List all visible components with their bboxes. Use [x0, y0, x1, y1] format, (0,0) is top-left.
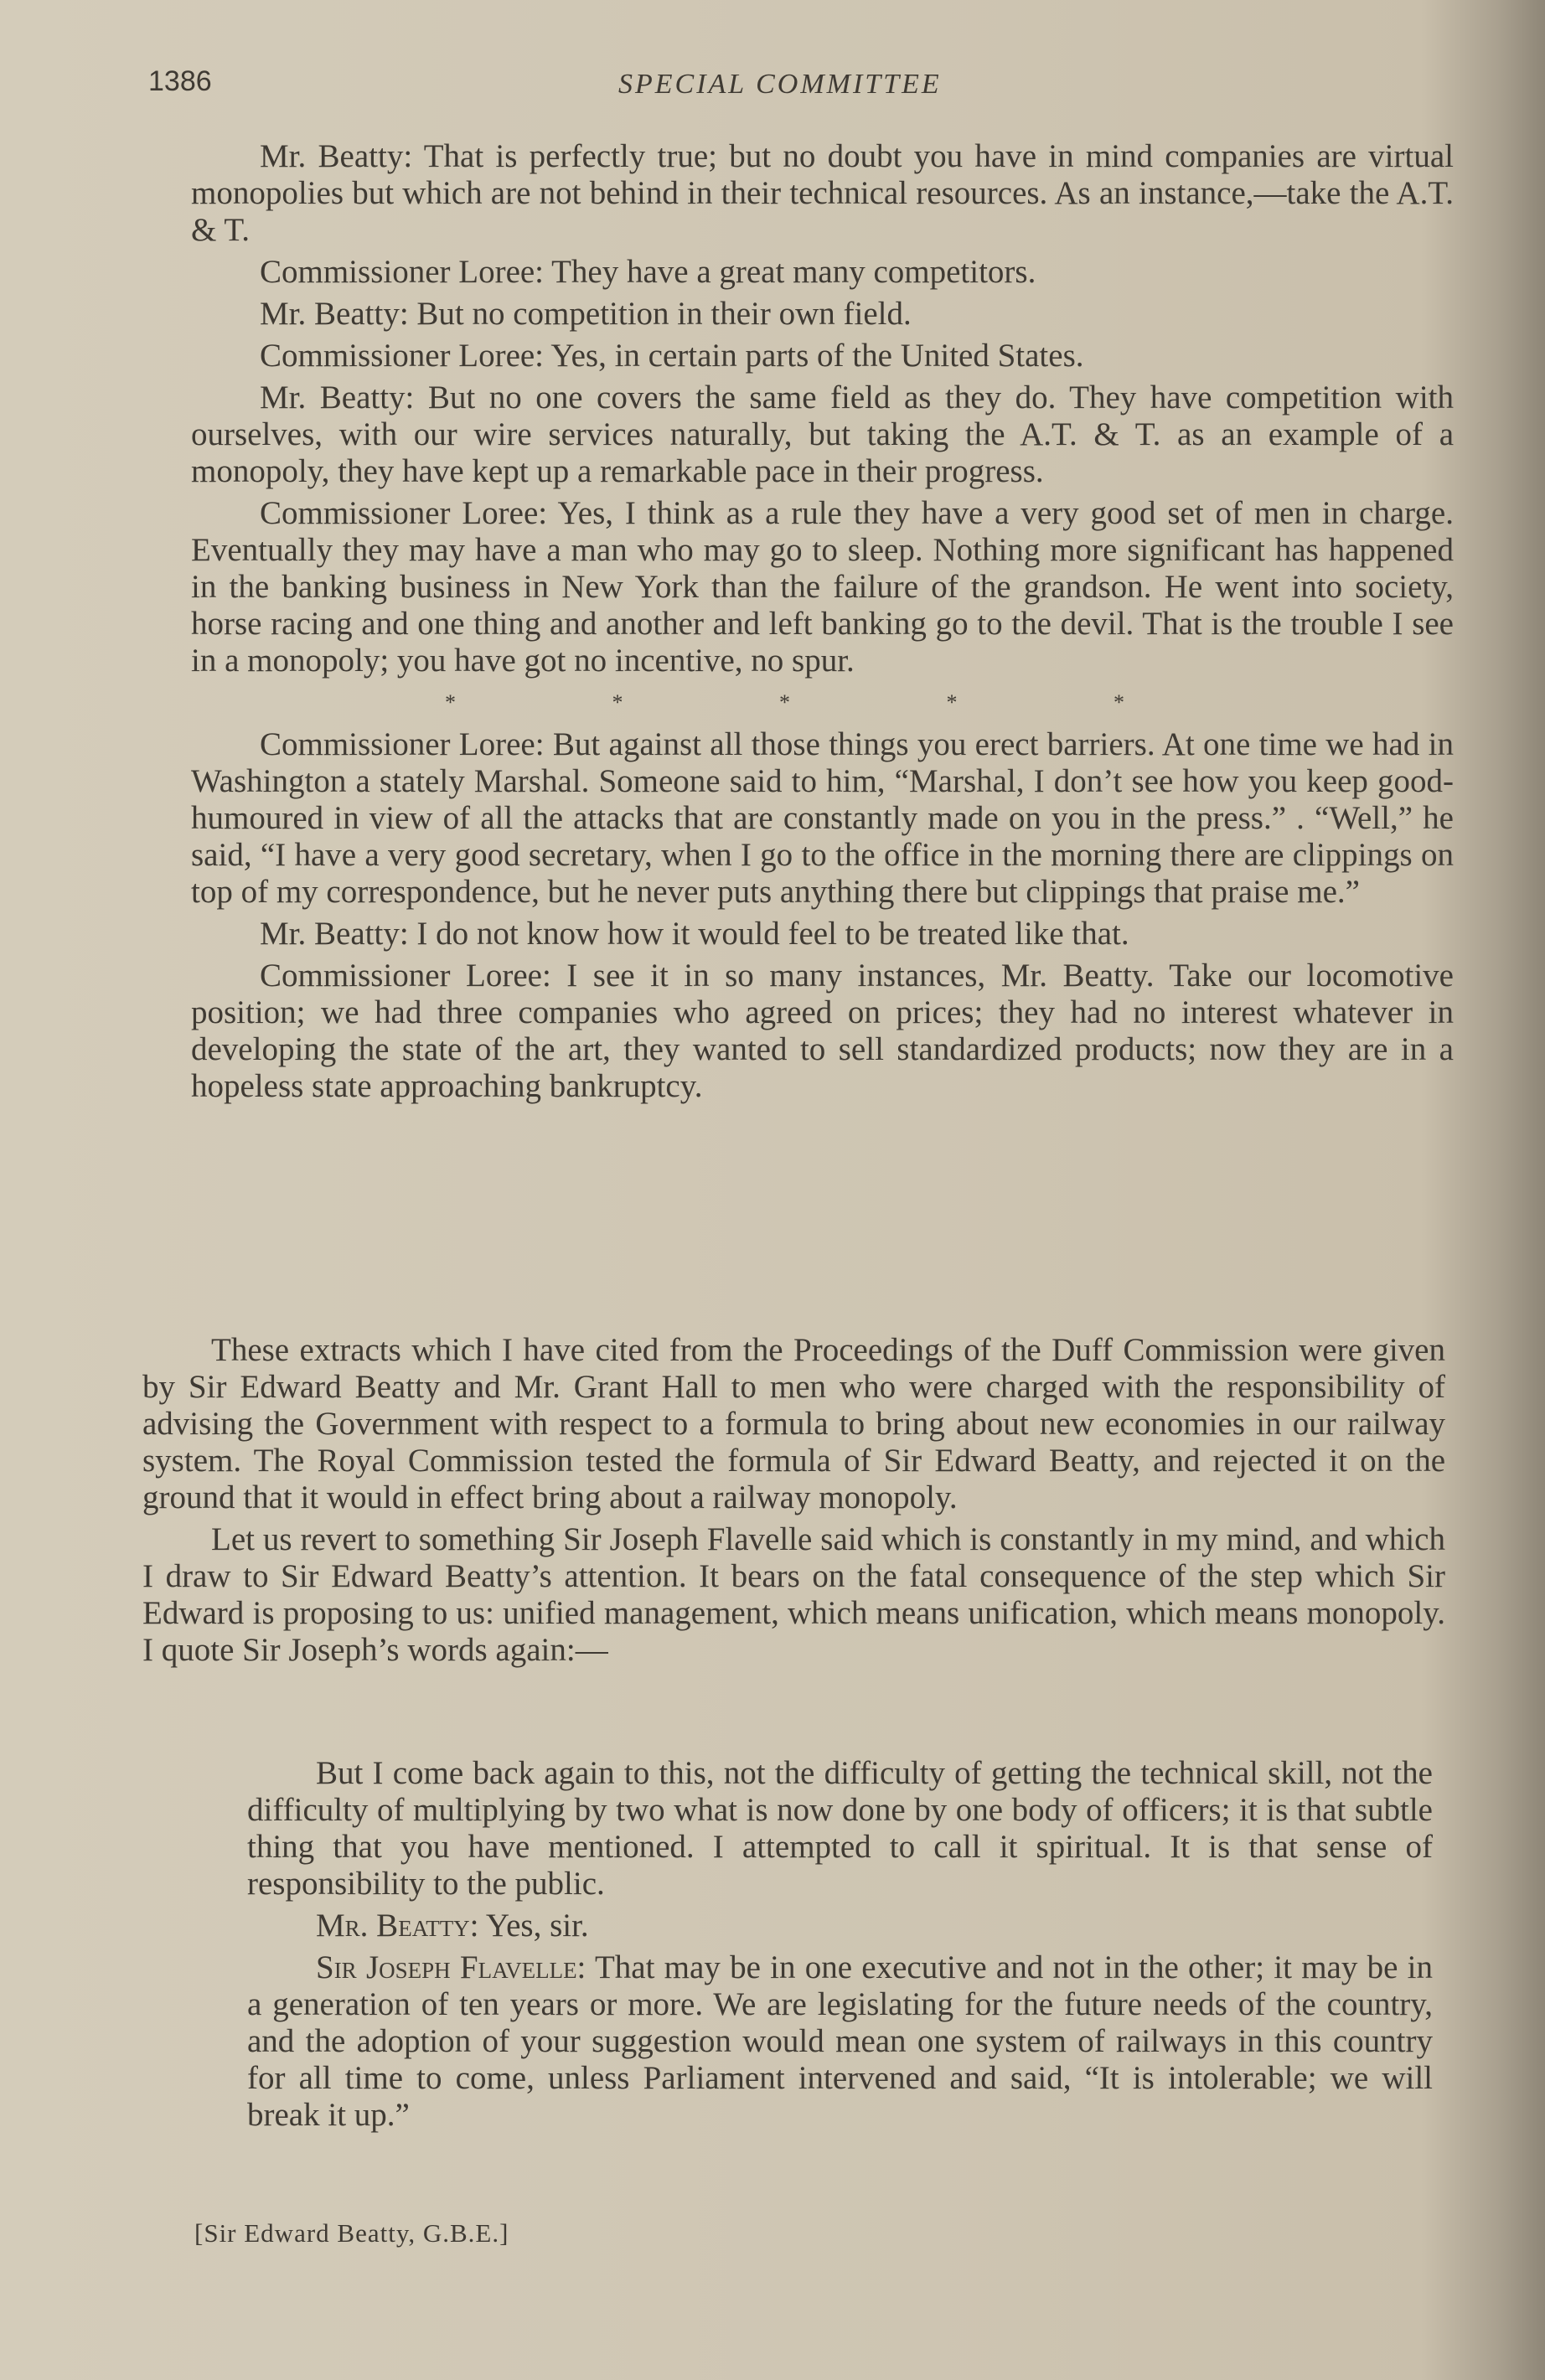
speaker-name: Sir Joseph Flavelle:: [316, 1949, 586, 1985]
transcript-paragraph: Commissioner Loree: They have a great many competitors.: [260, 254, 1036, 290]
quote-paragraph: [247, 1949, 1433, 2134]
transcript-paragraph: Commissioner Loree: Yes, I think as a rule they have a very good set of men in charge. Eventually they may have a man who may go to sleep. Nothing more significant has happened in the banking business in New York than the failure of the grandson. He went into society, horse racing and one thing and another and left banking go to the devil. That is the trouble I see in a monopoly; you have got no incentive, no spur.: [191, 495, 1454, 679]
page-number: 1386: [148, 65, 212, 97]
page-header: [0, 65, 1545, 116]
body-paragraph: These extracts which I have cited from the Proceedings of the Duff Commission were given by Sir Edward Beatty and Mr. Grant Hall to men who were charged with the responsibility of advising the Government with respect to a formula to bring about new economies in our railway system. The Royal Commission tested the formula of Sir Edward Beatty, and rejected it on the ground that it would in effect bring about a railway monopoly.: [142, 1332, 1445, 1515]
speaker-name: Mr. Beatty:: [316, 1908, 479, 1944]
body-text: [142, 1332, 1445, 1674]
transcript-paragraph: Commissioner Loree: I see it in so many instances, Mr. Beatty. Take our locomotive position; we had three companies who agreed on prices; they had no interest whatever in developing the state of the art, they wanted to sell standardized products; now they are in a hopeless state approaching bankruptcy.: [191, 958, 1454, 1104]
transcript-excerpt-1: [191, 138, 1454, 1110]
running-head: SPECIAL COMMITTEE: [618, 69, 942, 100]
speaker-footer: [Sir Edward Beatty, G.B.E.]: [194, 2218, 509, 2248]
speech-text: That may be in one executive and not in the other; it may be in a generation of ten years or more. We are legislating for the future needs of the country, and the adoption of your suggestion would mean one system of railways in this country for all time to come, unless Parliament intervened and said, “It is intolerable; we will break it up.”: [247, 1949, 1433, 2133]
transcript-paragraph: Mr. Beatty: But no one covers the same field as they do. They have competition with ourselves, with our wire services naturally, but taking the A.T. & T. as an example of a monopoly, they have kept up a remarkable pace in their progress.: [191, 379, 1454, 489]
transcript-paragraph: Mr. Beatty: That is perfectly true; but no doubt you have in mind companies are virtual monopolies but which are not behind in their technical resources. As an instance,—take the A.T. & T.: [191, 138, 1454, 248]
body-paragraph: Let us revert to something Sir Joseph Flavelle said which is constantly in my mind, and which I draw to Sir Edward Beatty’s attention. It bears on the fatal consequence of the step which Sir Edward is proposing to us: unified management, which means unification, which means monopoly. I quote Sir Joseph’s words again:—: [142, 1521, 1445, 1668]
transcript-paragraph: Mr. Beatty: I do not know how it would feel to be treated like that.: [260, 916, 1129, 952]
speech-text: Yes, sir.: [478, 1908, 589, 1944]
quote-paragraph: [247, 1908, 1433, 1944]
block-quote: [247, 1755, 1433, 2139]
transcript-paragraph: Commissioner Loree: But against all those things you erect barriers. At one time we had in Washington a stately Marshal. Someone said to him, “Marshal, I don’t see how you keep good-humoured in view of all the attacks that are constantly made on you in the press.” . “Well,” he said, “I have a very good secretary, when I go to the office in the morning there are clippings on top of my correspondence, but he never puts anything there but clippings that praise me.”: [191, 726, 1454, 910]
transcript-paragraph: Mr. Beatty: But no competition in their own field.: [260, 296, 912, 332]
transcript-paragraph: Commissioner Loree: Yes, in certain parts of the United States.: [260, 338, 1084, 374]
quote-paragraph: But I come back again to this, not the difficulty of getting the technical skill, not the difficulty of multiplying by two what is now done by one body of officers; it is that subtle thing that you have mentioned. I attempted to call it spiritual. It is that sense of responsibility to the public.: [247, 1755, 1433, 1902]
section-separator: * * * * *: [445, 690, 1200, 715]
